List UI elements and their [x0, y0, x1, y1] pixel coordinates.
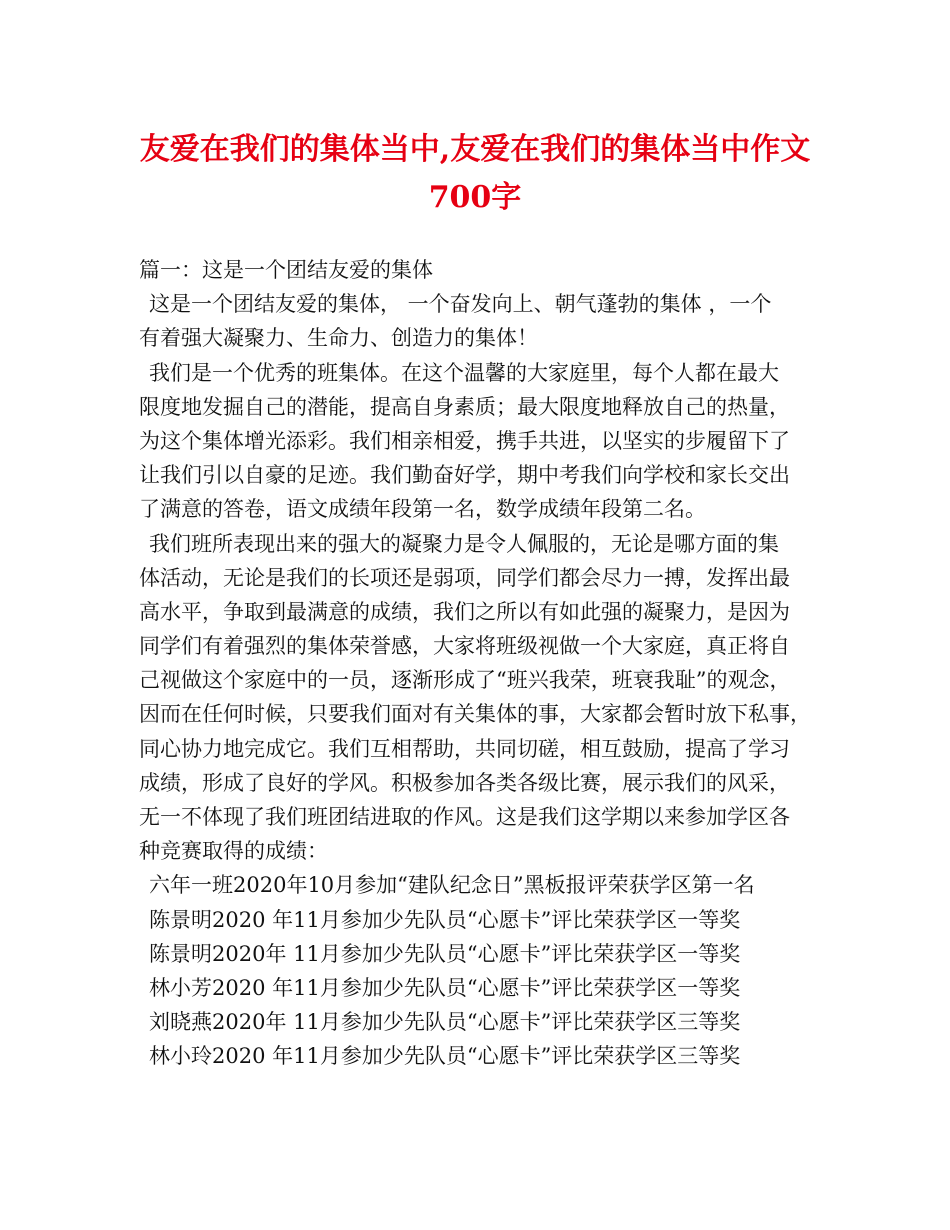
- body-line-10: 体活动，无论是我们的长项还是弱项，同学们都会尽力一搏，发挥出最: [139, 565, 790, 590]
- body-line-2: 这是一个团结友爱的集体， 一个奋发向上、朝气蓬勃的集体 ，一个: [149, 292, 772, 317]
- body-line-4: 我们是一个优秀的班集体。在这个温馨的大家庭里，每个人都在最大: [149, 360, 779, 385]
- award-line-4: 林小芳2020 年11月参加少先队员“心愿卡”评比荣获学区一等奖: [149, 975, 741, 1000]
- body-line-12: 同学们有着强烈的集体荣誉感，大家将班级视做一个大家庭，真正将自: [139, 634, 790, 659]
- body-line-15: 同心协力地完成它。我们互相帮助，共同切磋，相互鼓励，提高了学习: [139, 736, 790, 761]
- body-line-5: 限度地发掘自己的潜能，提高自身素质；最大限度地释放自己的热量，: [139, 394, 790, 419]
- award-line-6: 林小玲2020 年11月参加少先队员“心愿卡”评比荣获学区三等奖: [149, 1044, 741, 1069]
- document-title-line-1: 友爱在我们的集体当中,友爱在我们的集体当中作文: [139, 132, 811, 167]
- body-line-9: 我们班所表现出来的强大的凝聚力是令人佩服的，无论是哪方面的集: [149, 531, 779, 556]
- award-line-5: 刘晓燕2020年 11月参加少先队员“心愿卡”评比荣获学区三等奖: [149, 1010, 741, 1035]
- body-line-11: 高水平，争取到最满意的成绩，我们之所以有如此强的凝聚力，是因为: [139, 599, 790, 624]
- body-line-6: 为这个集体增光添彩。我们相亲相爱，携手共进，以坚实的步履留下了: [139, 428, 790, 453]
- document-title-line-2: 700字: [428, 180, 522, 215]
- body-line-18: 种竞赛取得的成绩：: [139, 839, 328, 864]
- body-line-13: 己视做这个家庭中的一员，逐渐形成了“班兴我荣，班衰我耻”的观念，: [139, 668, 791, 693]
- award-line-1: 六年一班2020年10月参加“建队纪念日”黑板报评荣获学区第一名: [149, 873, 755, 898]
- body-line-14: 因而在任何时候，只要我们面对有关集体的事，大家都会暂时放下私事，: [139, 702, 811, 727]
- body-line-16: 成绩，形成了良好的学风。积极参加各类各级比赛，展示我们的风采，: [139, 770, 790, 795]
- body-line-17: 无一不体现了我们班团结进取的作风。这是我们这学期以来参加学区各: [139, 805, 790, 829]
- body-line-3: 有着强大凝聚力、生命力、创造力的集体！: [139, 326, 538, 351]
- award-line-2: 陈景明2020 年11月参加少先队员“心愿卡”评比荣获学区一等奖: [149, 907, 741, 932]
- body-line-7: 让我们引以自豪的足迹。我们勤奋好学，期中考我们向学校和家长交出: [139, 463, 790, 488]
- award-line-3: 陈景明2020年 11月参加少先队员“心愿卡”评比荣获学区一等奖: [149, 941, 741, 966]
- body-line-1: 篇一：这是一个团结友爱的集体: [139, 258, 433, 282]
- document-body: [139, 253, 839, 1074]
- body-line-8: 了满意的答卷，语文成绩年段第一名，数学成绩年段第二名。: [139, 497, 706, 522]
